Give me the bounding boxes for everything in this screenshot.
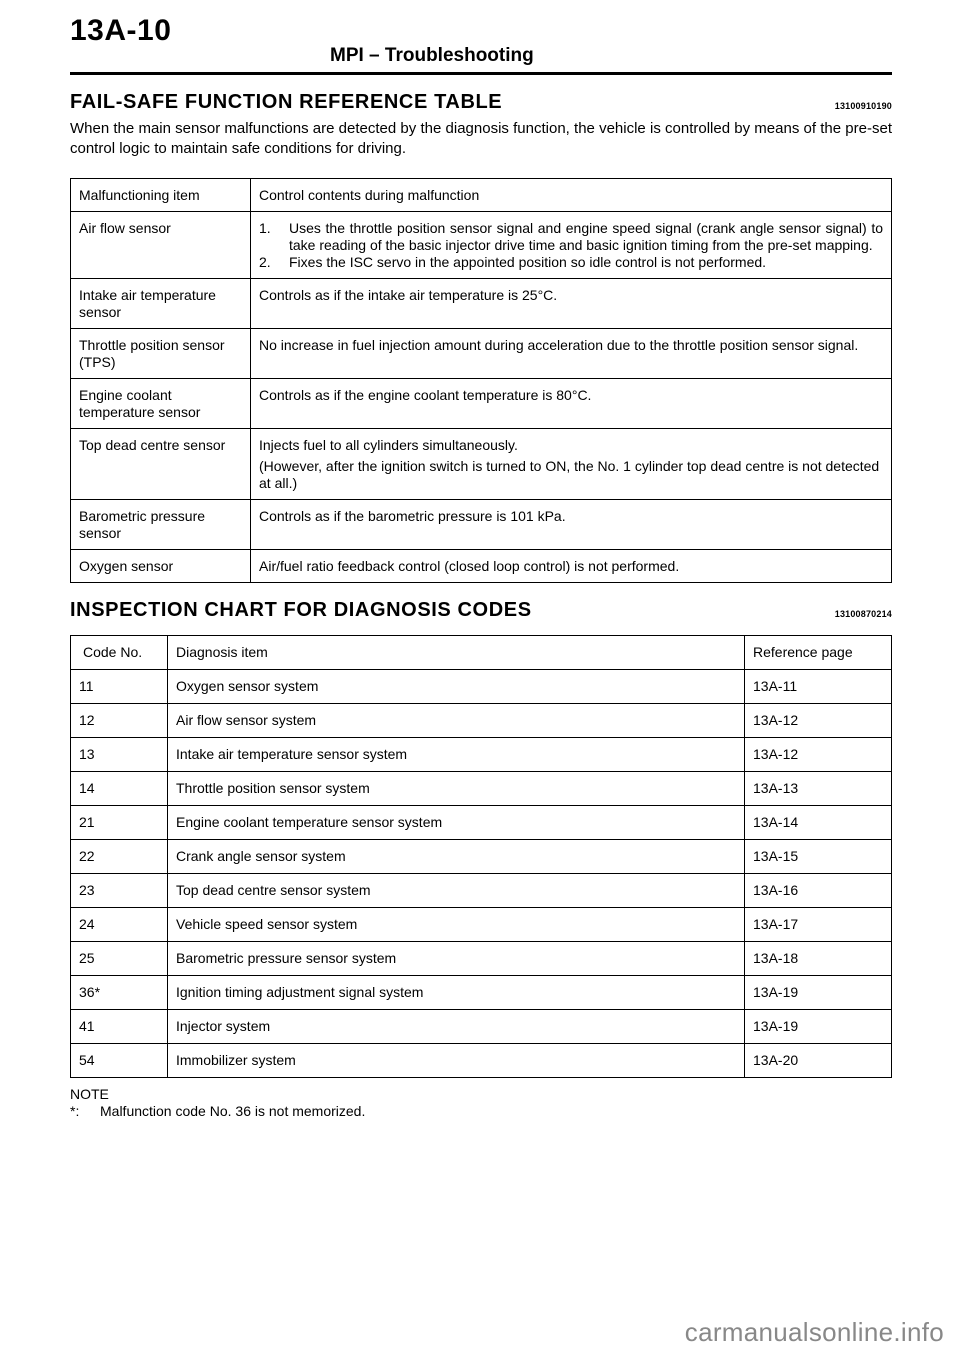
diagnosis-item-cell: Immobilizer system — [168, 1044, 745, 1078]
code-number-cell: 11 — [71, 670, 168, 704]
control-contents-cell — [251, 550, 892, 583]
reference-page-cell: 13A-18 — [745, 942, 892, 976]
fail-safe-code: 13100910190 — [834, 101, 892, 111]
reference-page-cell: 13A-19 — [745, 976, 892, 1010]
diagnosis-item-cell: Injector system — [168, 1010, 745, 1044]
reference-page-cell: 13A-17 — [745, 908, 892, 942]
diagnosis-item-cell: Ignition timing adjustment signal system — [168, 976, 745, 1010]
diagnosis-item-cell: Engine coolant temperature sensor system — [168, 806, 745, 840]
diagnosis-item-cell: Air flow sensor system — [168, 704, 745, 738]
code-number-cell: 36* — [71, 976, 168, 1010]
table-row — [71, 329, 892, 379]
note-line — [70, 1103, 892, 1120]
step-number: 2. — [259, 254, 271, 270]
table-row — [71, 500, 892, 550]
table-row — [71, 212, 892, 279]
step-number: 1. — [259, 220, 271, 236]
table-header-row — [71, 636, 892, 670]
malfunction-item-cell: Throttle position sensor (TPS) — [71, 329, 251, 379]
step-list — [259, 220, 883, 271]
step-text: Fixes the ISC servo in the appointed position so idle control is not performed. — [289, 254, 767, 270]
column-header: Reference page — [745, 636, 892, 670]
note-text: Malfunction code No. 36 is not memorized. — [100, 1103, 366, 1119]
diagnosis-item-cell: Oxygen sensor system — [168, 670, 745, 704]
reference-page-cell: 13A-20 — [745, 1044, 892, 1078]
control-contents-cell — [251, 379, 892, 429]
table-header-row — [71, 179, 892, 212]
malfunction-item-cell: Engine coolant temperature sensor — [71, 379, 251, 429]
table-row — [71, 279, 892, 329]
table-row — [71, 704, 892, 738]
note-star: *: — [70, 1103, 80, 1119]
inspection-code: 13100870214 — [834, 609, 892, 619]
page-header — [70, 14, 892, 75]
diagnosis-item-cell: Vehicle speed sensor system — [168, 908, 745, 942]
code-number-cell: 25 — [71, 942, 168, 976]
step-item — [259, 220, 883, 254]
table-row — [71, 670, 892, 704]
table-row — [71, 1010, 892, 1044]
malfunction-item-cell: Top dead centre sensor — [71, 429, 251, 500]
reference-page-cell: 13A-12 — [745, 738, 892, 772]
diagnosis-item-cell: Top dead centre sensor system — [168, 874, 745, 908]
step-item — [259, 254, 883, 271]
reference-page-cell: 13A-19 — [745, 1010, 892, 1044]
diagnosis-item-cell: Intake air temperature sensor system — [168, 738, 745, 772]
table-row — [71, 840, 892, 874]
column-header: Malfunctioning item — [71, 179, 251, 212]
step-text: Uses the throttle position sensor signal and engine speed signal (crank angle sensor signal) to take reading of the basic injector drive time and basic ignition timing from the pre-set mapping. — [289, 220, 883, 253]
fail-safe-heading — [70, 91, 892, 117]
column-header: Code No. — [71, 636, 168, 670]
watermark: carmanualsonline.info — [684, 1317, 944, 1347]
code-number-cell: 24 — [71, 908, 168, 942]
code-number-cell: 21 — [71, 806, 168, 840]
inspection-heading — [70, 599, 892, 625]
table-row — [71, 1044, 892, 1078]
control-paragraph: No increase in fuel injection amount during acceleration due to the throttle position sensor signal. — [259, 337, 859, 353]
control-paragraph: Controls as if the engine coolant temperature is 80°C. — [259, 387, 592, 403]
section-title: MPI – Troubleshooting — [330, 45, 534, 66]
diagnosis-item-cell: Crank angle sensor system — [168, 840, 745, 874]
code-number-cell: 41 — [71, 1010, 168, 1044]
reference-page-cell: 13A-16 — [745, 874, 892, 908]
table-row — [71, 772, 892, 806]
column-header: Diagnosis item — [168, 636, 745, 670]
code-number-cell: 22 — [71, 840, 168, 874]
manual-page — [70, 14, 892, 1120]
control-contents-cell — [251, 279, 892, 329]
table-row — [71, 429, 892, 500]
malfunction-item-cell: Oxygen sensor — [71, 550, 251, 583]
table-row — [71, 550, 892, 583]
control-paragraph: Air/fuel ratio feedback control (closed loop control) is not performed. — [259, 558, 680, 574]
code-number-cell: 54 — [71, 1044, 168, 1078]
fail-safe-intro: When the main sensor malfunctions are detected by the diagnosis function, the vehicle is controlled by means of the pre-set control logic to maintain safe conditions for driving. — [70, 120, 892, 157]
control-contents-cell — [251, 212, 892, 279]
table-row — [71, 738, 892, 772]
note-label: NOTE — [70, 1086, 109, 1102]
diagnosis-item-cell: Throttle position sensor system — [168, 772, 745, 806]
fail-safe-table — [70, 178, 892, 583]
control-contents-cell — [251, 429, 892, 500]
inspection-title: INSPECTION CHART FOR DIAGNOSIS CODES — [70, 599, 532, 621]
malfunction-item-cell: Air flow sensor — [71, 212, 251, 279]
code-number-cell: 12 — [71, 704, 168, 738]
reference-page-cell: 13A-11 — [745, 670, 892, 704]
diagnosis-code-table — [70, 635, 892, 1078]
table-row — [71, 874, 892, 908]
table-row — [71, 908, 892, 942]
reference-page-cell: 13A-14 — [745, 806, 892, 840]
code-number-cell: 14 — [71, 772, 168, 806]
malfunction-item-cell: Barometric pressure sensor — [71, 500, 251, 550]
code-number-cell: 23 — [71, 874, 168, 908]
page-number: 13A-10 — [70, 14, 172, 47]
reference-page-cell: 13A-12 — [745, 704, 892, 738]
fail-safe-title: FAIL-SAFE FUNCTION REFERENCE TABLE — [70, 91, 503, 113]
reference-page-cell: 13A-15 — [745, 840, 892, 874]
malfunction-item-cell: Intake air temperature sensor — [71, 279, 251, 329]
control-paragraph: Controls as if the intake air temperature is 25°C. — [259, 287, 558, 303]
reference-page-cell: 13A-13 — [745, 772, 892, 806]
table-row — [71, 942, 892, 976]
control-paragraph: Injects fuel to all cylinders simultaneously. — [259, 437, 518, 453]
table-row — [71, 379, 892, 429]
control-contents-cell — [251, 500, 892, 550]
code-number-cell: 13 — [71, 738, 168, 772]
table-row — [71, 976, 892, 1010]
note — [70, 1086, 892, 1120]
control-paragraph: (However, after the ignition switch is turned to ON, the No. 1 cylinder top dead centre is not detected at all.) — [259, 458, 880, 491]
table-row — [71, 806, 892, 840]
control-contents-cell — [251, 329, 892, 379]
diagnosis-item-cell: Barometric pressure sensor system — [168, 942, 745, 976]
control-paragraph: Controls as if the barometric pressure is 101 kPa. — [259, 508, 566, 524]
column-header: Control contents during malfunction — [251, 179, 892, 212]
